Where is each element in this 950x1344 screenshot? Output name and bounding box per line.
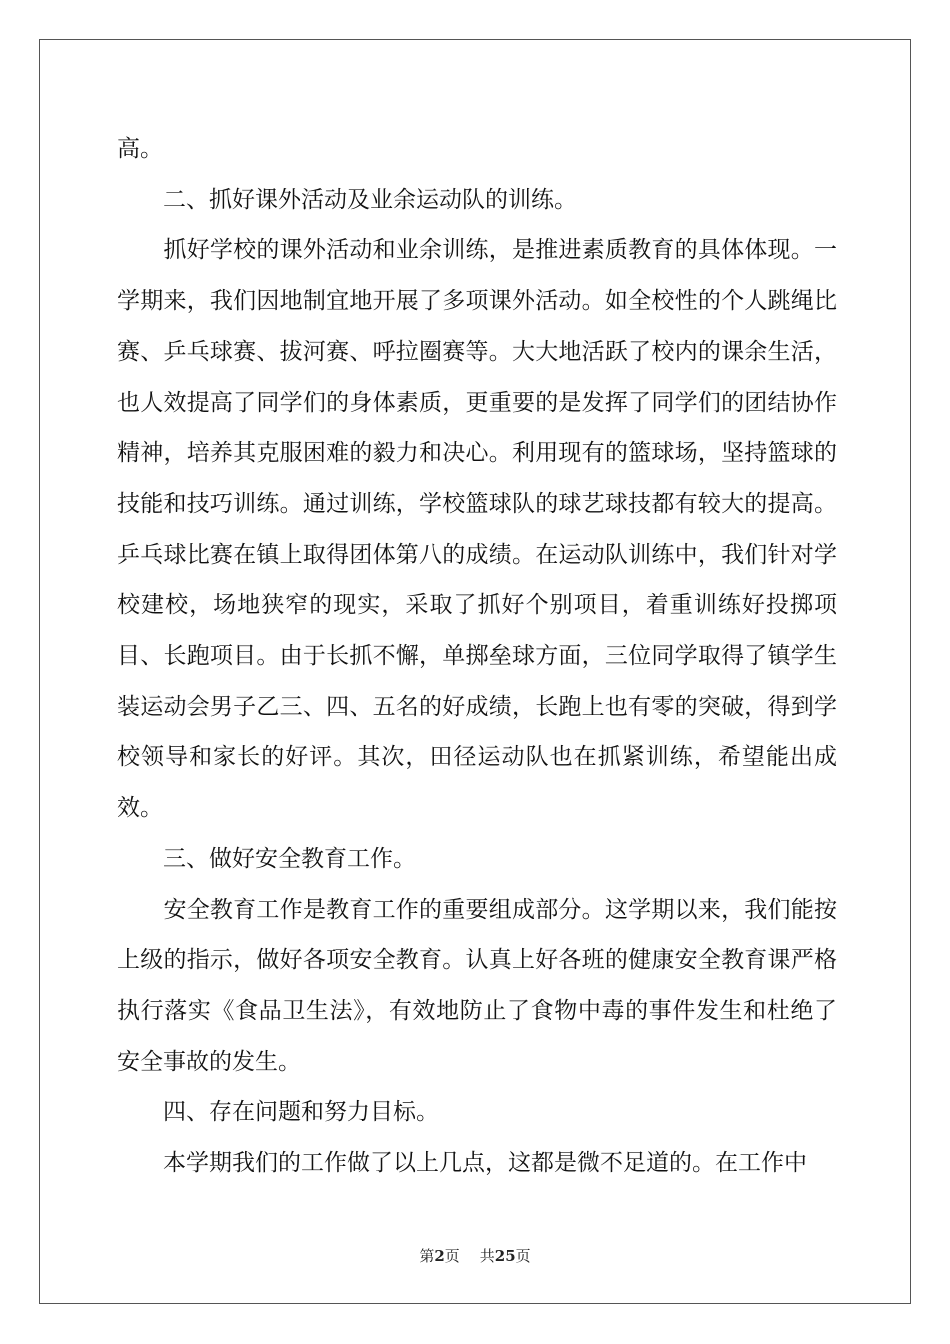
paragraph-continuation: 高。	[117, 136, 163, 162]
total-suffix: 页	[515, 1247, 531, 1265]
total-prefix: 共	[479, 1247, 495, 1265]
section-heading-3: 三、做好安全教育工作。	[117, 845, 416, 872]
page-footer	[0, 1246, 950, 1266]
section-heading-4: 四、存在问题和努力目标。	[117, 1099, 439, 1126]
total-pages: 25	[494, 1247, 516, 1265]
document-body	[117, 124, 837, 1189]
page-suffix: 页	[444, 1247, 460, 1265]
paragraph-extracurricular: 抓好学校的课外活动和业余训练，是推进素质教育的具体体现。一学期来，我们因地制宜地开展了多项课外活动。如全校性的个人跳绳比赛、乒乓球赛、拔河赛、呼拉圈赛等。大大地活跃了校内的课余生活，也人效提高了同学们的身体素质，更重要的是发挥了同学们的团结协作精神，培养其克服困难的毅力和决心。利用现有的篮球场，坚持篮球的技能和技巧训练。通过训练，学校篮球队的球艺球技都有较大的提高。乒乓球比赛在镇上取得团体第八的成绩。在运动队训练中，我们针对学校建校，场地狭窄的现实，采取了抓好个别项目，着重训练好投掷项目、长跑项目。由于长抓不懈，单掷垒球方面，三位同学取得了镇学生装运动会男子乙三、四、五名的好成绩，长跑上也有零的突破，得到学校领导和家长的好评。其次，田径运动队也在抓紧训练，希望能出成效。	[117, 237, 837, 822]
section-heading-2: 二、抓好课外活动及业余运动队的训练。	[117, 186, 577, 213]
page-prefix: 第	[419, 1247, 435, 1265]
paragraph-safety: 安全教育工作是教育工作的重要组成部分。这学期以来，我们能按上级的指示，做好各项安全教育。认真上好各班的健康安全教育课严格执行落实《食品卫生法》，有效地防止了食物中毒的事件发生和杜绝了安全事故的发生。	[117, 896, 837, 1075]
page-number: 2	[434, 1247, 445, 1265]
paragraph-summary: 本学期我们的工作做了以上几点，这都是微不足道的。在工作中	[117, 1150, 807, 1177]
